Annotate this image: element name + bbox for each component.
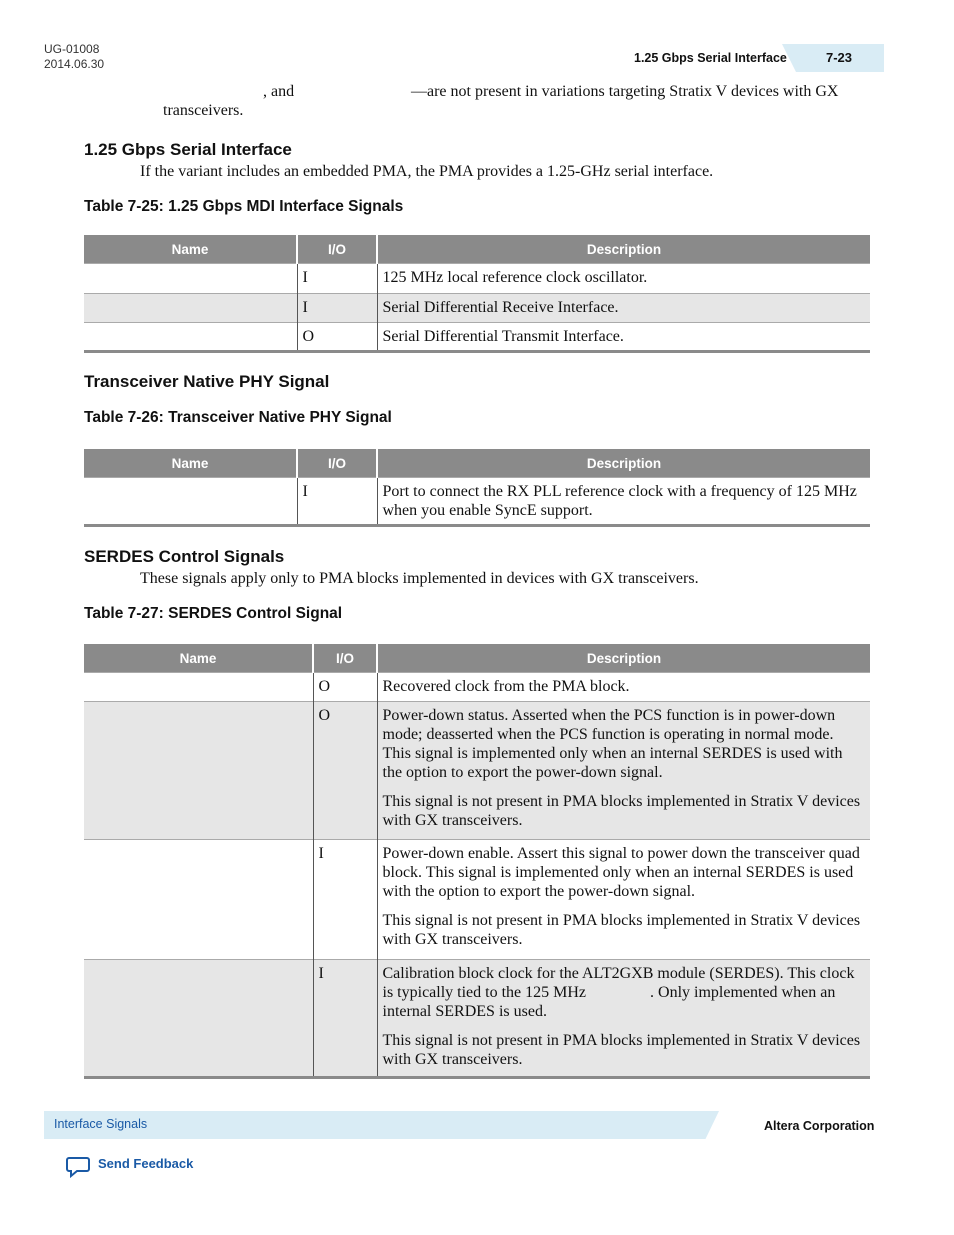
- table-caption-7-27: Table 7-27: SERDES Control Signal: [84, 605, 343, 622]
- description-paragraph: Calibration block clock for the ALT2GXB module (SERDES). This clock is typically tied to the 125 MHz . Only implemented when an internal SERDES is used.: [382, 965, 859, 1020]
- signal-description: Port to connect the RX PLL reference clock with a frequency of 125 MHz when you enable SyncE support.: [377, 478, 870, 526]
- signal-io: I: [313, 840, 377, 960]
- intro-line-2: transceivers.: [163, 102, 244, 119]
- signal-io: I: [297, 294, 377, 323]
- running-section-title: 1.25 Gbps Serial Interface: [634, 51, 787, 65]
- section-text-serdes: These signals apply only to PMA blocks implemented in devices with GX transceivers.: [140, 570, 699, 587]
- table-row: [84, 294, 870, 323]
- footer-company: Altera Corporation: [764, 1119, 875, 1133]
- table-row: [84, 702, 870, 840]
- signal-description: Serial Differential Receive Interface.: [377, 294, 870, 323]
- signal-name: [84, 478, 297, 526]
- signal-io: I: [297, 264, 377, 294]
- signal-description: [377, 960, 870, 1078]
- doc-date: 2014.06.30: [44, 57, 105, 71]
- column-header-name: Name: [84, 449, 297, 478]
- table-row: [84, 840, 870, 960]
- intro-fragment-and: , and: [263, 83, 295, 100]
- table-row: [84, 264, 870, 294]
- column-header-name: Name: [84, 644, 313, 673]
- signal-io: I: [313, 960, 377, 1078]
- column-header-io: I/O: [313, 644, 377, 673]
- table-caption-7-26: Table 7-26: Transceiver Native PHY Signal: [84, 409, 392, 426]
- signal-description: [377, 840, 870, 960]
- description-paragraph: Power-down enable. Assert this signal to power down the transceiver quad block. This signal is implemented only when an internal SERDES is used with the option to export the power-down signal.: [382, 845, 860, 900]
- section-heading-native-phy: Transceiver Native PHY Signal: [84, 372, 330, 391]
- signal-name: [84, 702, 313, 840]
- table-row: [84, 673, 870, 702]
- signal-description: 125 MHz local reference clock oscillator.: [377, 264, 870, 294]
- column-header-io: I/O: [297, 235, 377, 264]
- footer-chapter-link[interactable]: Interface Signals: [54, 1117, 148, 1131]
- signal-io: O: [313, 673, 377, 702]
- signal-description: [377, 702, 870, 840]
- column-header-io: I/O: [297, 449, 377, 478]
- signal-name: [84, 264, 297, 294]
- section-heading-serial-interface: 1.25 Gbps Serial Interface: [84, 140, 292, 159]
- description-note: This signal is not present in PMA blocks implemented in Stratix V devices with GX transceivers.: [382, 912, 861, 948]
- column-header-description: Description: [377, 644, 870, 673]
- table-row: [84, 960, 870, 1078]
- table-header-row: [84, 235, 870, 264]
- column-header-name: Name: [84, 235, 297, 264]
- signal-description: Serial Differential Transmit Interface.: [377, 323, 870, 352]
- column-header-description: Description: [377, 235, 870, 264]
- table-serdes-control-signal: [84, 644, 870, 1079]
- table-header-row: [84, 644, 870, 673]
- signal-io: I: [297, 478, 377, 526]
- intro-fragment-end: —are not present in variations targeting Stratix V devices with GX: [411, 83, 839, 100]
- signal-name: [84, 294, 297, 323]
- doc-id: UG-01008: [44, 42, 100, 56]
- send-feedback-link[interactable]: Send Feedback: [98, 1156, 194, 1171]
- speech-bubble-icon[interactable]: [66, 1156, 90, 1183]
- column-header-description: Description: [377, 449, 870, 478]
- description-note: This signal is not present in PMA blocks implemented in Stratix V devices with GX transceivers.: [382, 793, 861, 829]
- section-text-serial-interface: If the variant includes an embedded PMA, the PMA provides a 1.25-GHz serial interface.: [140, 163, 714, 180]
- signal-name: [84, 323, 297, 352]
- signal-description: [377, 673, 870, 702]
- table-row: [84, 478, 870, 526]
- page-number: 7-23: [826, 50, 853, 65]
- signal-name: [84, 673, 313, 702]
- signal-io: O: [313, 702, 377, 840]
- doc-info: [44, 42, 104, 72]
- description-paragraph: Recovered clock from the PMA block.: [382, 678, 630, 695]
- signal-name: [84, 840, 313, 960]
- signal-io: O: [297, 323, 377, 352]
- table-mdi-interface-signals: [84, 235, 870, 353]
- table-native-phy-signal: [84, 449, 870, 527]
- description-paragraph: Power-down status. Asserted when the PCS function is in power-down mode; deasserted when the PCS function is operating in normal mode. This signal is implemented only when an internal SERDES is used with the option to export the power-down signal.: [382, 707, 843, 781]
- table-header-row: [84, 449, 870, 478]
- section-heading-serdes: SERDES Control Signals: [84, 547, 285, 566]
- table-caption-7-25: Table 7-25: 1.25 Gbps MDI Interface Signals: [84, 198, 404, 215]
- signal-name: [84, 960, 313, 1078]
- table-row: [84, 323, 870, 352]
- description-note: This signal is not present in PMA blocks implemented in Stratix V devices with GX transceivers.: [382, 1032, 861, 1068]
